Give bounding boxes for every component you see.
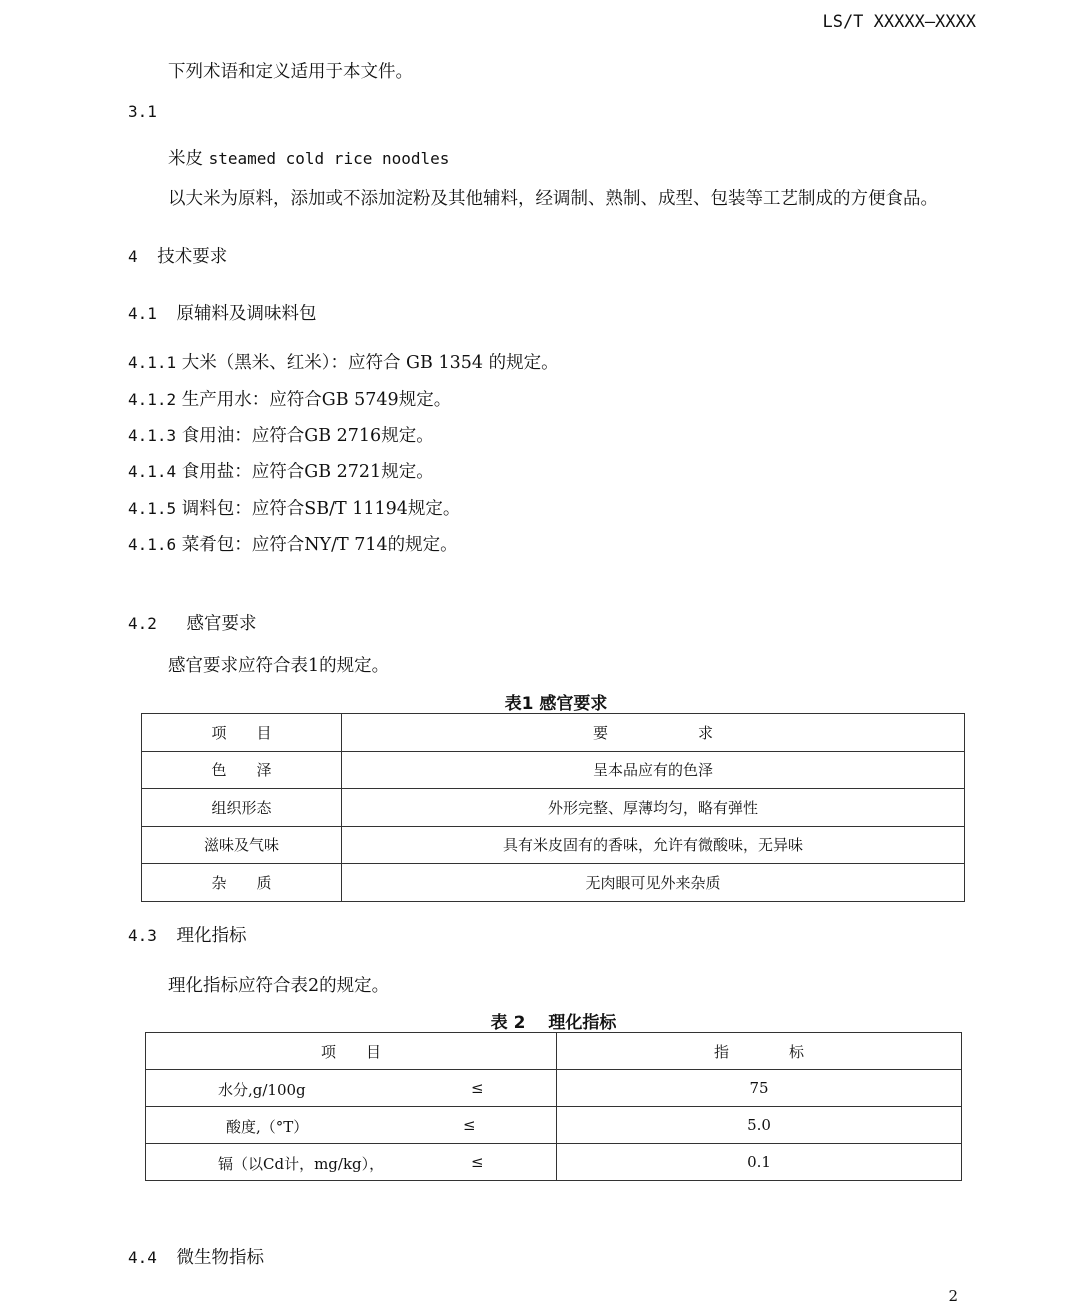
clause-number: 4.1.5 xyxy=(128,499,177,518)
table-header-cell: 项 目 xyxy=(146,1033,557,1070)
clause-number: 4.1.3 xyxy=(128,426,177,445)
list-item xyxy=(128,458,434,483)
table-1-caption: 表1 感官要求 xyxy=(504,694,608,714)
table-1 xyxy=(141,713,965,902)
clause-text: 食用盐：应符合GB 2721规定。 xyxy=(181,462,434,482)
section-4-3-title: 理化指标 xyxy=(176,926,247,946)
table-header-cell: 项 目 xyxy=(142,714,342,752)
table-cell xyxy=(146,1070,557,1107)
section-4-3-heading xyxy=(128,922,246,947)
table-row xyxy=(142,751,965,789)
term-definition: 以大米为原料，添加或不添加淀粉及其他辅料，经调制、熟制、成型、包装等工艺制成的方便食品。 xyxy=(168,189,938,209)
table-cell: 滋味及气味 xyxy=(142,826,342,864)
table-row xyxy=(142,864,965,902)
item-label: 镉（以Cd计，mg/kg）， xyxy=(218,1155,385,1173)
clause-number: 4.1.1 xyxy=(128,353,177,372)
section-4-1-number: 4.1 xyxy=(128,304,157,323)
clause-number: 4.1.2 xyxy=(128,390,177,409)
section-4-title: 技术要求 xyxy=(157,247,228,267)
clause-text: 调料包：应符合SB/T 11194规定。 xyxy=(181,499,461,519)
clause-number: 4.1.4 xyxy=(128,462,177,481)
table-row xyxy=(142,826,965,864)
table-cell xyxy=(146,1107,557,1144)
table-cell: 具有米皮固有的香味，允许有微酸味，无异味 xyxy=(342,826,965,864)
page-number: 2 xyxy=(948,1287,958,1305)
item-label: 酸度,（°T） xyxy=(226,1118,309,1136)
list-item xyxy=(128,495,460,520)
section-4-2-number: 4.2 xyxy=(128,614,157,633)
table-header-cell: 指 标 xyxy=(557,1033,962,1070)
section-4-4-number: 4.4 xyxy=(128,1248,157,1267)
table-cell: 组织形态 xyxy=(142,789,342,827)
operator: ≤ xyxy=(471,1079,484,1097)
section-4-2-text: 感官要求应符合表1的规定。 xyxy=(168,656,390,676)
table-cell: 无肉眼可见外来杂质 xyxy=(342,864,965,902)
term-en: steamed cold rice noodles xyxy=(208,149,450,168)
clause-text: 生产用水：应符合GB 5749规定。 xyxy=(181,390,452,410)
table-header-row xyxy=(146,1033,962,1070)
table-row xyxy=(142,789,965,827)
section-4-2-heading xyxy=(128,610,256,635)
clause-text: 食用油：应符合GB 2716规定。 xyxy=(181,426,434,446)
table-cell: 75 xyxy=(557,1070,962,1107)
clause-text: 菜肴包：应符合NY/T 714的规定。 xyxy=(181,535,458,555)
term-entry xyxy=(168,145,449,170)
table-header-row xyxy=(142,714,965,752)
item-label: 水分,g/100g xyxy=(218,1081,306,1099)
table-row xyxy=(146,1107,962,1144)
section-4-heading xyxy=(128,243,227,268)
standard-number: LS/T XXXXX—XXXX xyxy=(822,12,976,32)
table-cell: 0.1 xyxy=(557,1144,962,1181)
clause-3-1-number: 3.1 xyxy=(128,102,157,121)
section-4-4-title: 微生物指标 xyxy=(176,1248,264,1268)
table-cell: 色 泽 xyxy=(142,751,342,789)
section-4-number: 4 xyxy=(128,247,138,266)
list-item xyxy=(128,531,458,556)
intro-paragraph: 下列术语和定义适用于本文件。 xyxy=(168,62,413,82)
clause-number: 4.1.6 xyxy=(128,535,177,554)
table-row xyxy=(146,1070,962,1107)
table-2 xyxy=(145,1032,962,1181)
table-cell xyxy=(146,1144,557,1181)
section-4-1-heading xyxy=(128,300,316,325)
table-cell: 杂 质 xyxy=(142,864,342,902)
list-item xyxy=(128,386,451,411)
list-item xyxy=(128,422,434,447)
section-4-4-heading xyxy=(128,1244,264,1269)
table-cell: 外形完整、厚薄均匀，略有弹性 xyxy=(342,789,965,827)
table-cell: 5.0 xyxy=(557,1107,962,1144)
table-2-caption: 表 2 理化指标 xyxy=(490,1013,617,1033)
section-4-3-text: 理化指标应符合表2的规定。 xyxy=(168,976,390,996)
table-header-cell: 要 求 xyxy=(342,714,965,752)
term-cn: 米皮 xyxy=(168,149,203,169)
table-row xyxy=(146,1144,962,1181)
list-item xyxy=(128,349,559,374)
operator: ≤ xyxy=(463,1116,476,1134)
operator: ≤ xyxy=(471,1153,484,1171)
section-4-1-title: 原辅料及调味料包 xyxy=(176,304,317,324)
table-cell: 呈本品应有的色泽 xyxy=(342,751,965,789)
section-4-3-number: 4.3 xyxy=(128,926,157,945)
section-4-2-title: 感官要求 xyxy=(186,614,257,634)
clause-text: 大米（黑米、红米）：应符合 GB 1354 的规定。 xyxy=(181,353,559,373)
